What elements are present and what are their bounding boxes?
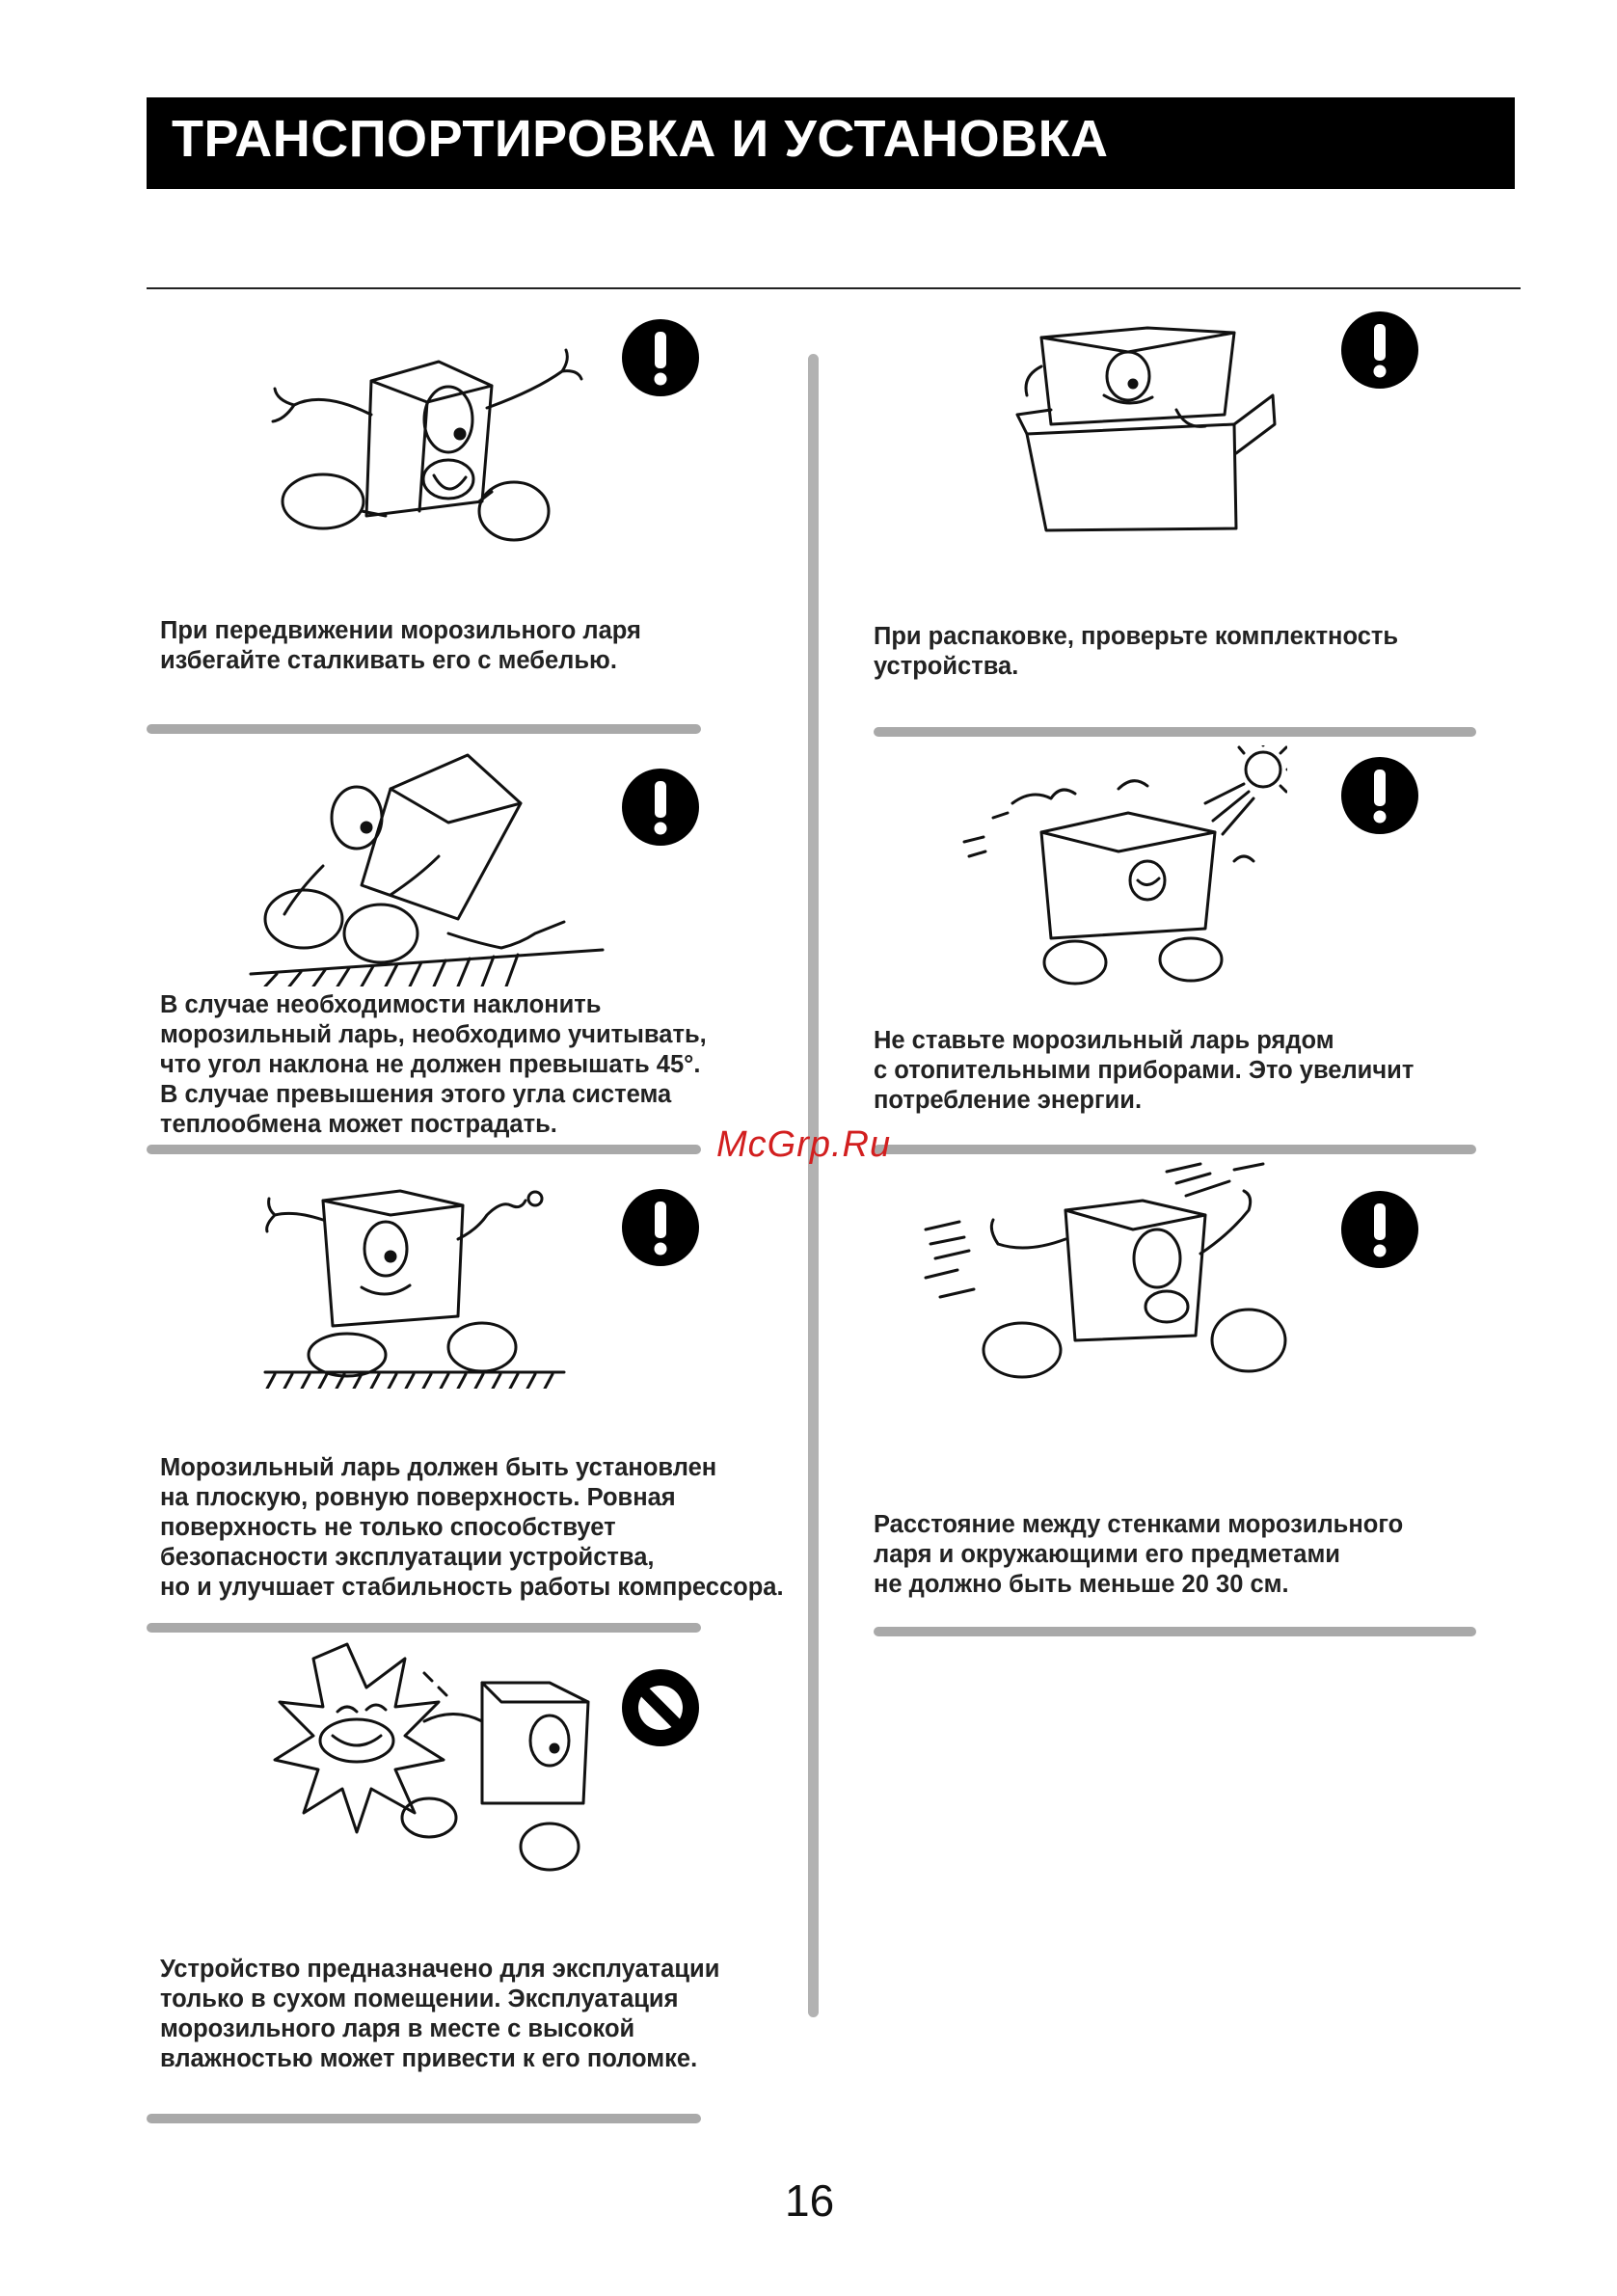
text-line: При передвижении морозильного ларя (160, 617, 641, 644)
text-line: избегайте сталкивать его с мебелью. (160, 647, 617, 674)
text-line: Не ставьте морозильный ларь рядом (874, 1027, 1334, 1054)
text-line: влажностью может привести к его поломке. (160, 2045, 698, 2072)
text-line: Морозильный ларь должен быть установлен (160, 1454, 717, 1481)
text-line: При распаковке, проверьте комплектность (874, 623, 1399, 650)
section-separator (874, 1145, 1476, 1154)
heat-source-illustration (955, 745, 1287, 996)
text-line: В случае необходимости наклонить (160, 991, 602, 1018)
watermark: McGrp.Ru (716, 1124, 892, 1165)
text-line: но и улучшает стабильность работы компрессора. (160, 1574, 784, 1601)
text-line: морозильный ларь, необходимо учитывать, (160, 1021, 707, 1048)
exclamation-icon (1340, 1190, 1419, 1269)
exclamation-icon (1340, 756, 1419, 835)
text-line: поверхность не только способствует (160, 1514, 616, 1541)
moving-freezer-illustration (256, 333, 583, 550)
text-line: Устройство предназначено для эксплуатации (160, 1956, 720, 1983)
text-line: В случае превышения этого угла система (160, 1081, 672, 1108)
exclamation-icon (621, 318, 700, 397)
header-divider (147, 287, 1521, 289)
exclamation-icon (1340, 311, 1419, 390)
text-line: теплообмена может пострадать. (160, 1111, 557, 1138)
flat-surface-text (160, 1453, 784, 1603)
text-line: что угол наклона не должен превышать 45°. (160, 1051, 701, 1078)
page-title: ТРАНСПОРТИРОВКА И УСТАНОВКА (172, 110, 1109, 168)
section-separator (874, 727, 1476, 737)
unpacking-illustration (1012, 318, 1287, 540)
exclamation-icon (621, 1188, 700, 1267)
tilt-text (160, 990, 707, 1140)
text-line: устройства. (874, 653, 1019, 680)
no-entry-icon (621, 1668, 700, 1747)
section-separator (147, 1623, 701, 1633)
page-number: 16 (785, 2175, 835, 2226)
unpacking-text (874, 622, 1398, 682)
text-line: морозильного ларя в месте с высокой (160, 2015, 635, 2042)
distance-text (874, 1510, 1403, 1600)
section-separator (147, 2114, 701, 2123)
text-line: на плоскую, ровную поверхность. Ровная (160, 1484, 676, 1511)
text-line: не должно быть меньше 20 30 см. (874, 1571, 1289, 1598)
text-line: Расстояние между стенками морозильного (874, 1511, 1404, 1538)
text-line: безопасности эксплуатации устройства, (160, 1544, 655, 1571)
section-separator (147, 724, 701, 734)
column-divider (808, 354, 819, 2017)
text-line: ларя и окружающими его предметами (874, 1541, 1340, 1568)
wall-distance-illustration (921, 1162, 1302, 1393)
tilted-freezer-illustration (246, 750, 607, 986)
section-separator (147, 1145, 701, 1154)
dry-room-text (160, 1955, 719, 2074)
text-line: только в сухом помещении. Эксплуатация (160, 1985, 679, 2012)
text-line: с отопительными приборами. Это увеличит (874, 1057, 1415, 1084)
text-line: потребление энергии. (874, 1087, 1143, 1114)
exclamation-icon (621, 768, 700, 847)
humidity-illustration (260, 1634, 612, 1885)
title-bar (147, 97, 1515, 189)
section-separator (874, 1627, 1476, 1636)
moving-text (160, 616, 641, 676)
heaters-text (874, 1026, 1414, 1116)
level-surface-illustration (256, 1172, 574, 1389)
